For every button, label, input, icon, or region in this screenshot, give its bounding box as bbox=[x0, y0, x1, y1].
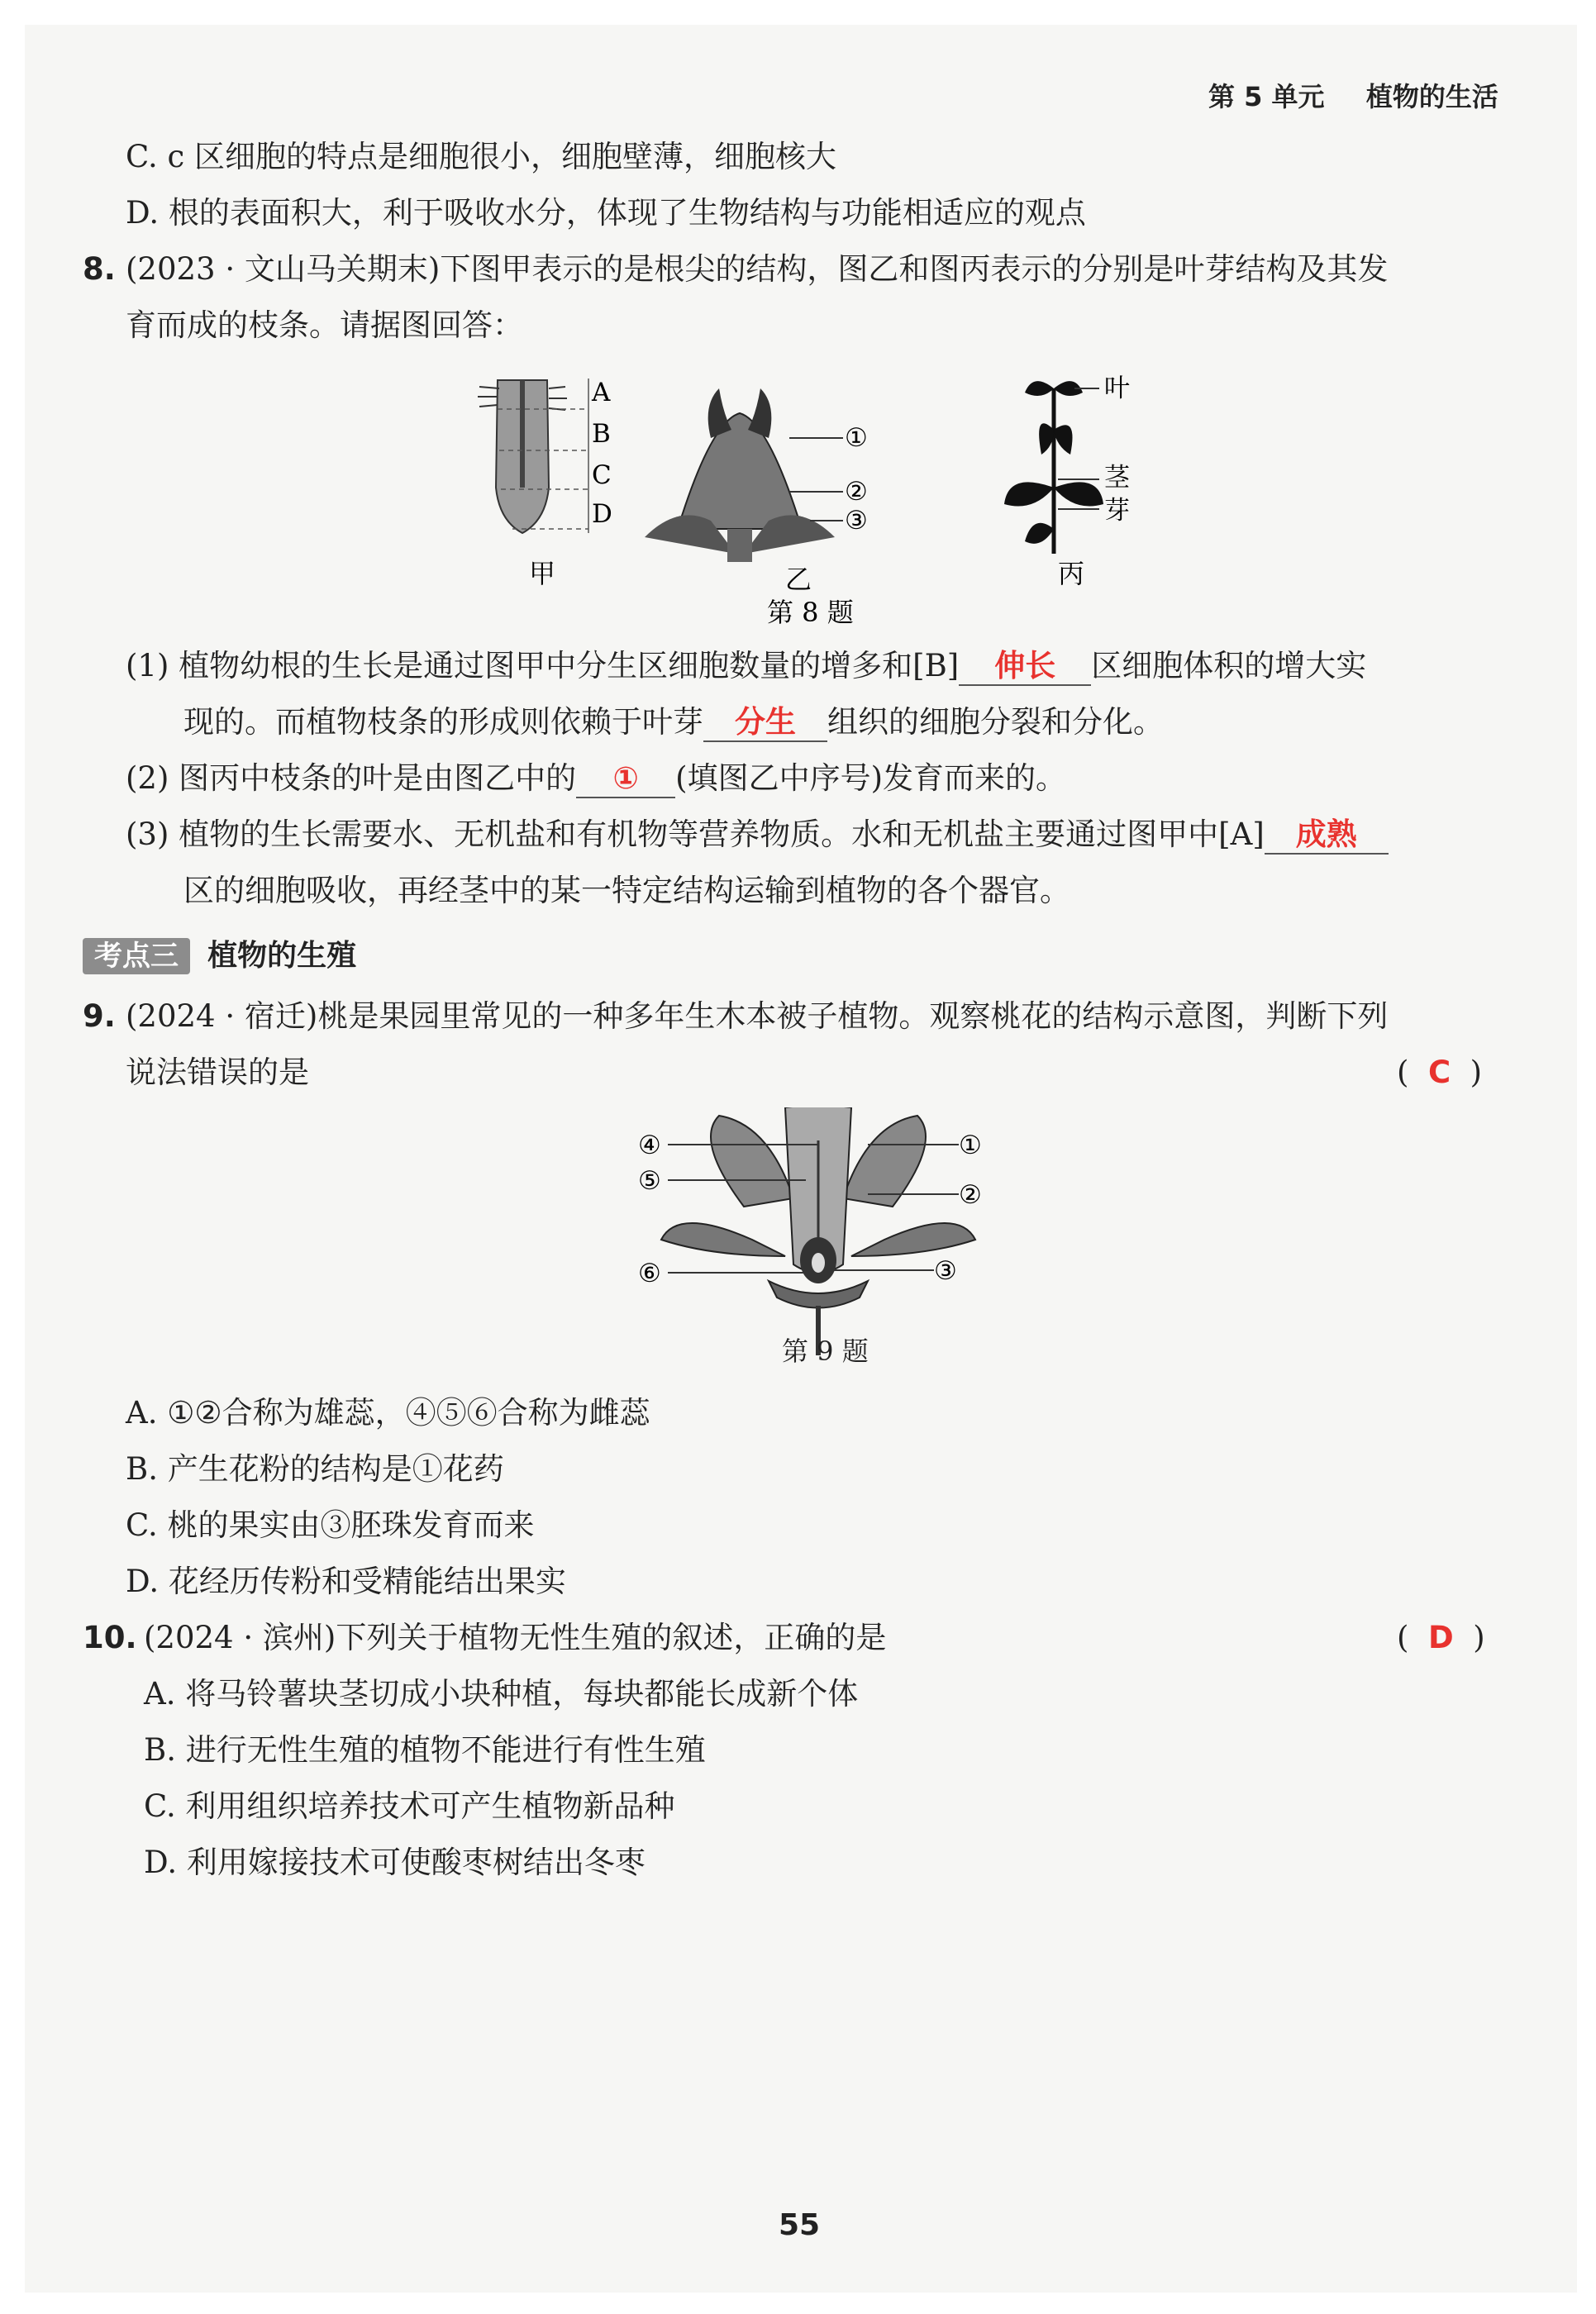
header-title: 植物的生活 bbox=[1365, 81, 1498, 112]
caption-bing: 丙 bbox=[1058, 558, 1085, 589]
q8-p3-text-a: (3) 植物的生长需要水、无机盐和有机物等营养物质。水和无机盐主要通过图甲中[A] bbox=[126, 817, 1265, 852]
shoot-diagram bbox=[1004, 381, 1103, 554]
q9-answer: C bbox=[1427, 1055, 1451, 1090]
q9-option-b: B. 产生花粉的结构是①花药 bbox=[126, 1451, 504, 1487]
caption-yi: 乙 bbox=[785, 564, 812, 595]
caption-jia: 甲 bbox=[529, 558, 556, 589]
q8-p2-text-b: (填图乙中序号)发育而来的。 bbox=[675, 760, 1067, 796]
q10-option-a: A. 将马铃薯块茎切成小块种植，每块都能长成新个体 bbox=[144, 1676, 859, 1712]
jia-label-b: B bbox=[592, 419, 611, 449]
q8-stem-line1: (2023 · 文山马关期末)下图甲表示的是根尖的结构，图乙和图丙表示的分别是叶芽结构及其发 bbox=[126, 251, 1389, 287]
figure-9-title: 第 9 题 bbox=[782, 1336, 869, 1367]
bing-label-stem: 茎 bbox=[1104, 463, 1130, 493]
q8-p3-answer: 成熟 bbox=[1265, 817, 1389, 855]
q8-p1-answer2: 分生 bbox=[703, 704, 827, 742]
q8-number: 8. bbox=[83, 251, 116, 287]
jia-label-a: A bbox=[592, 378, 611, 407]
q8-p1-text-a: (1) 植物幼根的生长是通过图甲中分生区细胞数量的增多和[B] bbox=[126, 648, 960, 683]
q9-stem-line2: 说法错误的是 bbox=[126, 1055, 309, 1090]
flower-label-5: ⑤ bbox=[638, 1166, 661, 1196]
q10-number: 10. bbox=[83, 1620, 137, 1655]
flower-label-1: ① bbox=[959, 1131, 982, 1160]
flower-label-4: ④ bbox=[638, 1131, 661, 1160]
header-unit: 第 5 单元 bbox=[1208, 81, 1325, 112]
bing-label-bud: 芽 bbox=[1104, 496, 1130, 526]
section-title: 植物的生殖 bbox=[207, 939, 357, 973]
running-header bbox=[1208, 76, 1498, 114]
bing-label-leaf: 叶 bbox=[1104, 374, 1130, 403]
q9-option-a: A. ①②合称为雄蕊，④⑤⑥合称为雌蕊 bbox=[126, 1395, 650, 1431]
q10-option-c: C. 利用组织培养技术可产生植物新品种 bbox=[144, 1788, 675, 1824]
q8-p1-answer: 伸长 bbox=[959, 648, 1091, 686]
section-header bbox=[83, 932, 356, 974]
q8-p2-answer: ① bbox=[576, 760, 675, 798]
q10-answer-paren: ( D ) bbox=[1397, 1620, 1485, 1655]
page-number: 55 bbox=[779, 2208, 821, 2242]
root-tip-diagram bbox=[478, 379, 588, 533]
q8-p2-text-a: (2) 图丙中枝条的叶是由图乙中的 bbox=[126, 760, 577, 796]
q8-part1-line2 bbox=[183, 702, 1164, 742]
q9-option-c: C. 桃的果实由③胚珠发育而来 bbox=[126, 1507, 535, 1543]
q8-p1-text-c: 现的。而植物枝条的形成则依赖于叶芽 bbox=[183, 704, 703, 740]
q7-option-c: C. c 区细胞的特点是细胞很小，细胞壁薄，细胞核大 bbox=[126, 139, 836, 174]
yi-label-2: ② bbox=[845, 477, 868, 507]
leaf-bud-diagram bbox=[645, 388, 835, 562]
jia-label-c: C bbox=[592, 460, 612, 490]
q8-part2 bbox=[126, 759, 1066, 798]
q9-number: 9. bbox=[83, 998, 116, 1034]
jia-label-d: D bbox=[592, 499, 612, 529]
q10-option-b: B. 进行无性生殖的植物不能进行有性生殖 bbox=[144, 1732, 706, 1768]
q8-p1-text-b: 区细胞体积的增大实 bbox=[1091, 648, 1367, 683]
figure-8-title: 第 8 题 bbox=[767, 597, 854, 628]
q8-part3-line1 bbox=[126, 815, 1389, 855]
flower-label-2: ② bbox=[959, 1180, 982, 1210]
q8-part1-line1 bbox=[126, 646, 1366, 686]
q7-option-d: D. 根的表面积大，利于吸收水分，体现了生物结构与功能相适应的观点 bbox=[126, 195, 1086, 231]
flower-label-3: ③ bbox=[934, 1256, 957, 1286]
q8-p1-text-d: 组织的细胞分裂和分化。 bbox=[827, 704, 1164, 740]
section-badge: 考点三 bbox=[83, 938, 190, 974]
yi-label-3: ③ bbox=[845, 506, 868, 536]
q9-stem-line1: (2024 · 宿迁)桃是果园里常见的一种多年生木本被子植物。观察桃花的结构示意图，判断下列 bbox=[126, 998, 1389, 1034]
q10-stem: (2024 · 滨州)下列关于植物无性生殖的叙述，正确的是 bbox=[144, 1620, 887, 1655]
figure-8 bbox=[463, 364, 1174, 645]
yi-label-1: ① bbox=[845, 423, 868, 453]
flower-label-6: ⑥ bbox=[638, 1259, 661, 1288]
q9-answer-paren: ( C ) bbox=[1397, 1055, 1483, 1090]
q10-answer: D bbox=[1427, 1620, 1454, 1655]
q8-stem-line2: 育而成的枝条。请据图回答： bbox=[126, 307, 523, 343]
q8-part3-line2: 区的细胞吸收，再经茎中的某一特定结构运输到植物的各个器官。 bbox=[183, 873, 1070, 908]
q10-option-d: D. 利用嫁接技术可使酸枣树结出冬枣 bbox=[144, 1845, 646, 1880]
q9-option-d: D. 花经历传粉和受精能结出果实 bbox=[126, 1564, 566, 1599]
